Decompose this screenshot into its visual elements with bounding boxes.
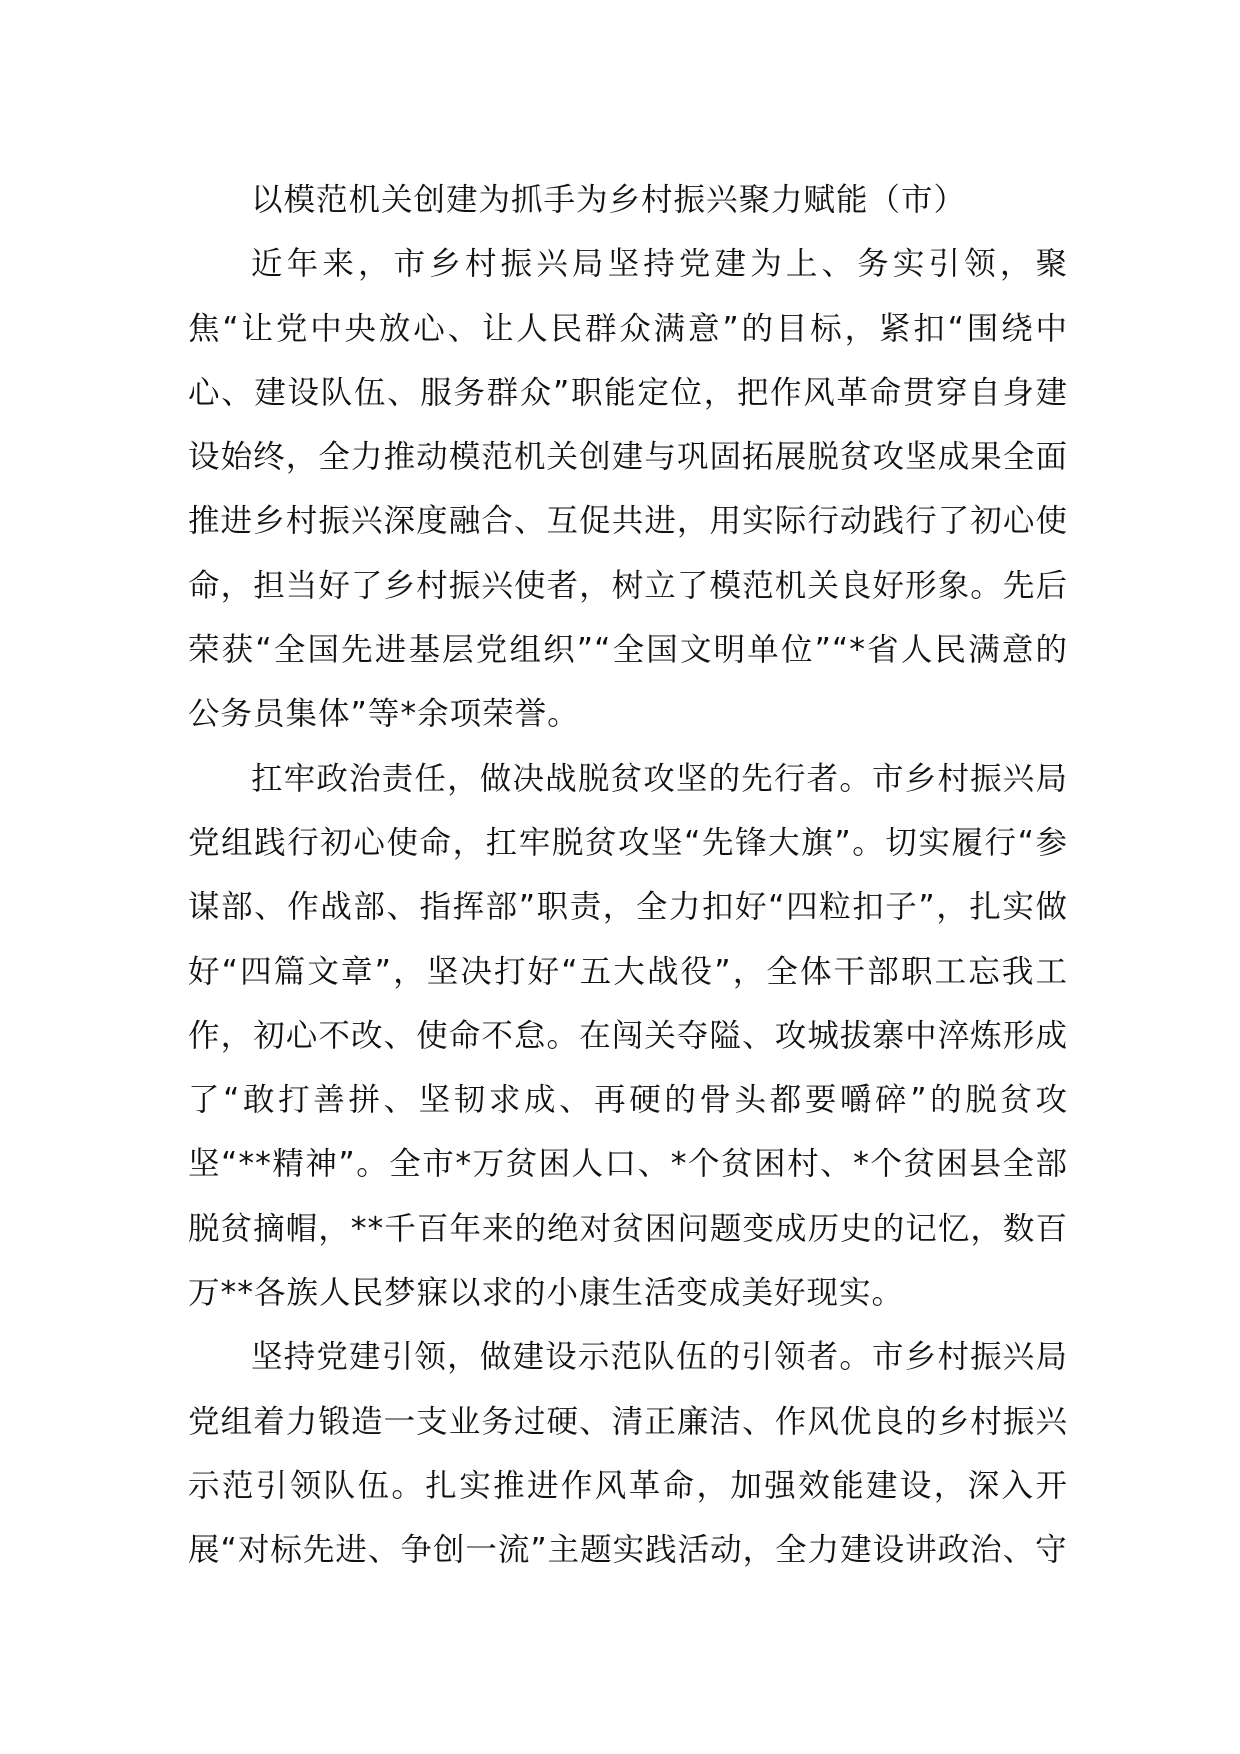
- document-body: [188, 168, 1068, 1583]
- paragraph-political-responsibility: 扛牢政治责任，做决战脱贫攻坚的先行者。市乡村振兴局党组践行初心使命，扛牢脱贫攻坚“先锋大旗”。切实履行“参谋部、作战部、指挥部”职责，全力扣好“四粒扣子”，扎实做好“四篇文章”，坚决打好“五大战役”，全体干部职工忘我工作，初心不改、使命不怠。在闯关夺隘、攻城拔寨中淬炼形成了“敢打善拼、坚韧求成、再硬的骨头都要嚼碎”的脱贫攻坚“**精神”。全市*万贫困人口、*个贫困村、*个贫困县全部脱贫摘帽，**千百年来的绝对贫困问题变成历史的记忆，数百万**各族人民梦寐以求的小康生活变成美好现实。: [188, 760, 1068, 1312]
- paragraph-intro: 近年来，市乡村振兴局坚持党建为上、务实引领，聚焦“让党中央放心、让人民群众满意”的目标，紧扣“围绕中心、建设队伍、服务群众”职能定位，把作风革命贯穿自身建设始终，全力推动模范机关创建与巩固拓展脱贫攻坚成果全面推进乡村振兴深度融合、互促共进，用实际行动践行了初心使命，担当好了乡村振兴使者，树立了模范机关良好形象。先后荣获“全国先进基层党组织”“全国文明单位”“*省人民满意的公务员集体”等*余项荣誉。: [188, 246, 1068, 733]
- document-title: 以模范机关创建为抓手为乡村振兴聚力赋能（市）: [251, 182, 967, 218]
- paragraph-party-building: 坚持党建引领，做建设示范队伍的引领者。市乡村振兴局党组着力锻造一支业务过硬、清正廉洁、作风优良的乡村振兴示范引领队伍。扎实推进作风革命，加强效能建设，深入开展“对标先进、争创一流”主题实践活动，全力建设讲政治、守: [188, 1339, 1068, 1569]
